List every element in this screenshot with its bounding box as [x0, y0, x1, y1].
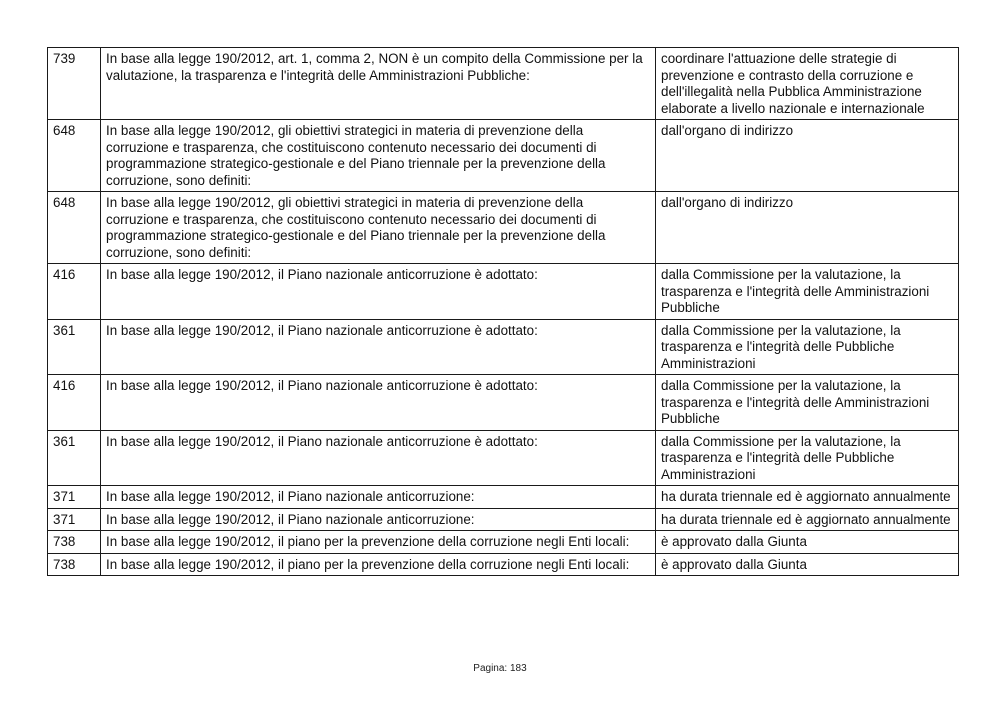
question-id-cell: 738: [48, 531, 101, 554]
question-text-cell: In base alla legge 190/2012, il Piano nazionale anticorruzione è adottato:: [101, 430, 656, 486]
table-row: [48, 508, 959, 531]
questions-table: [47, 47, 959, 576]
question-id-cell: 416: [48, 375, 101, 431]
question-text-cell: In base alla legge 190/2012, il Piano nazionale anticorruzione è adottato:: [101, 319, 656, 375]
answer-text-cell: dall'organo di indirizzo: [656, 192, 959, 264]
table-row: [48, 531, 959, 554]
question-id-cell: 416: [48, 264, 101, 320]
question-text-cell: In base alla legge 190/2012, il Piano nazionale anticorruzione è adottato:: [101, 264, 656, 320]
answer-text-cell: è approvato dalla Giunta: [656, 553, 959, 576]
question-id-cell: 361: [48, 319, 101, 375]
question-id-cell: 738: [48, 553, 101, 576]
question-text-cell: In base alla legge 190/2012, art. 1, comma 2, NON è un compito della Commissione per la valutazione, la trasparenza e l'integrità delle Amministrazioni Pubbliche:: [101, 48, 656, 120]
question-id-cell: 648: [48, 120, 101, 192]
answer-text-cell: ha durata triennale ed è aggiornato annualmente: [656, 508, 959, 531]
answer-text-cell: è approvato dalla Giunta: [656, 531, 959, 554]
question-text-cell: In base alla legge 190/2012, il Piano nazionale anticorruzione:: [101, 508, 656, 531]
question-text-cell: In base alla legge 190/2012, il piano per la prevenzione della corruzione negli Enti locali:: [101, 553, 656, 576]
question-text-cell: In base alla legge 190/2012, gli obiettivi strategici in materia di prevenzione della corruzione e trasparenza, che costituiscono contenuto necessario dei documenti di programmazione strategico-gestionale e del Piano triennale per la prevenzione della corruzione, sono definiti:: [101, 192, 656, 264]
answer-text-cell: dalla Commissione per la valutazione, la trasparenza e l'integrità delle Pubbliche Amministrazioni: [656, 430, 959, 486]
question-text-cell: In base alla legge 190/2012, il Piano nazionale anticorruzione:: [101, 486, 656, 509]
question-id-cell: 361: [48, 430, 101, 486]
page-number: Pagina: 183: [473, 663, 527, 674]
table-row: [48, 319, 959, 375]
answer-text-cell: dalla Commissione per la valutazione, la trasparenza e l'integrità delle Amministrazioni Pubbliche: [656, 375, 959, 431]
table-row: [48, 375, 959, 431]
table-row: [48, 553, 959, 576]
question-text-cell: In base alla legge 190/2012, il Piano nazionale anticorruzione è adottato:: [101, 375, 656, 431]
table-row: [48, 264, 959, 320]
question-id-cell: 648: [48, 192, 101, 264]
answer-text-cell: ha durata triennale ed è aggiornato annualmente: [656, 486, 959, 509]
table-row: [48, 192, 959, 264]
question-id-cell: 371: [48, 486, 101, 509]
question-text-cell: In base alla legge 190/2012, il piano per la prevenzione della corruzione negli Enti locali:: [101, 531, 656, 554]
answer-text-cell: coordinare l'attuazione delle strategie di prevenzione e contrasto della corruzione e dell'illegalità nella Pubblica Amministrazione elaborate a livello nazionale e internazionale: [656, 48, 959, 120]
table-row: [48, 48, 959, 120]
table-row: [48, 430, 959, 486]
question-id-cell: 739: [48, 48, 101, 120]
table-body: [48, 48, 959, 576]
question-id-cell: 371: [48, 508, 101, 531]
answer-text-cell: dall'organo di indirizzo: [656, 120, 959, 192]
table-row: [48, 486, 959, 509]
answer-text-cell: dalla Commissione per la valutazione, la trasparenza e l'integrità delle Amministrazioni Pubbliche: [656, 264, 959, 320]
question-text-cell: In base alla legge 190/2012, gli obiettivi strategici in materia di prevenzione della corruzione e trasparenza, che costituiscono contenuto necessario dei documenti di programmazione strategico-gestionale e del Piano triennale per la prevenzione della corruzione, sono definiti:: [101, 120, 656, 192]
answer-text-cell: dalla Commissione per la valutazione, la trasparenza e l'integrità delle Pubbliche Amministrazioni: [656, 319, 959, 375]
table-row: [48, 120, 959, 192]
